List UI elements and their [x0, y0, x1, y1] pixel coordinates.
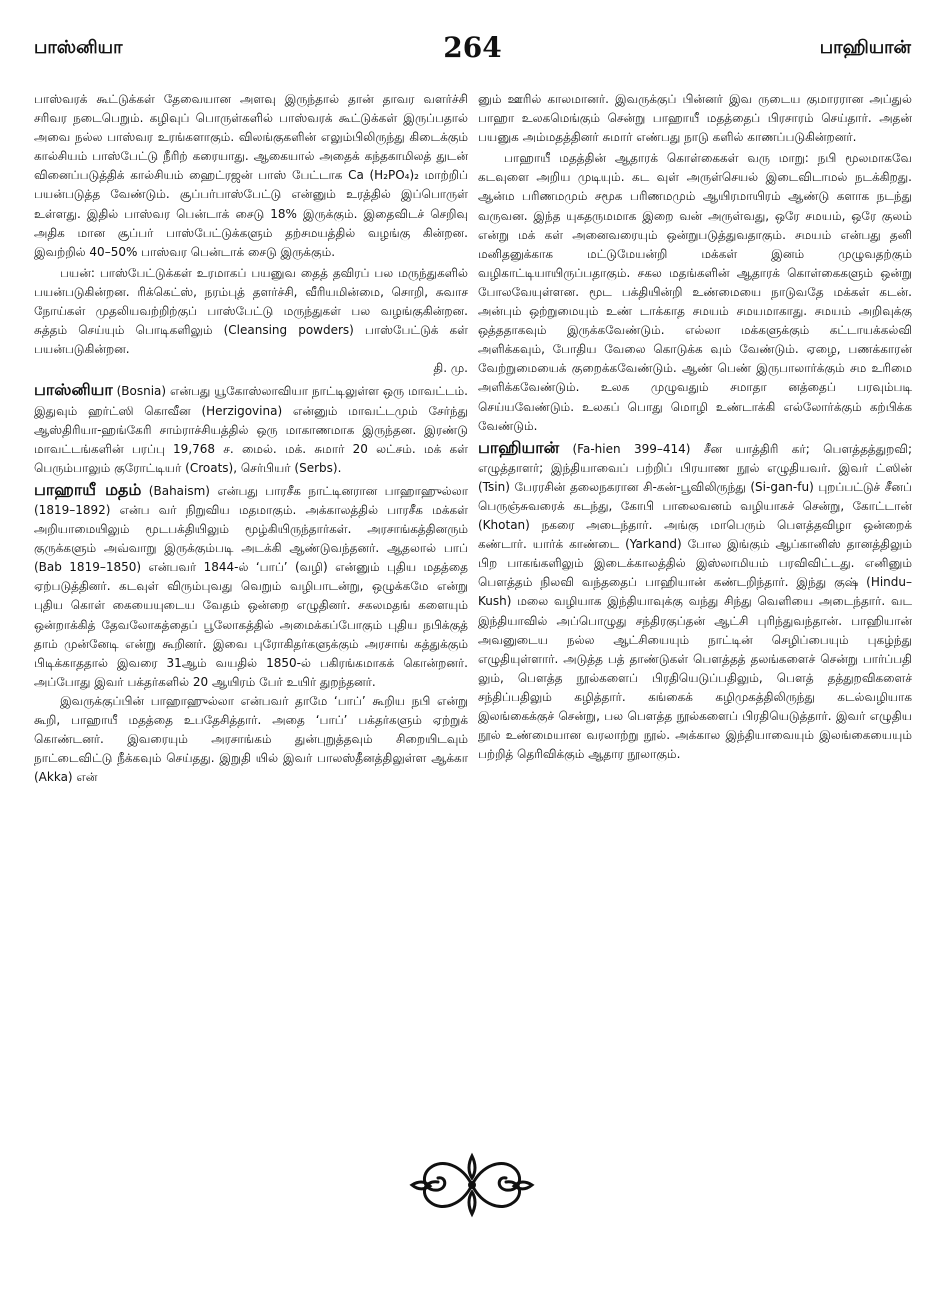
bahaullah-paragraph: இவருக்குப்பின் பாஹாஹுல்லா என்பவர் தாமே ‘பாப்’ கூறிய நபி என்று கூறி, பாஹாயீ மதத்தை உபதேசித்தார். அதை ‘பாப்’ பக்தர்களும் ஏற்றுக் கொண்டனர். இவரையும் அரசாங்கம் துன்புறுத்தவும் சிறையிடவும் நாட்டைவிட்டு நீக்கவும் செய்தது. இறுதி யில் இவர் பாலஸ்தீனத்திலுள்ள ஆக்கா (Akka) என்: [34, 693, 468, 785]
entry-text-bosnia: (Bosnia) என்பது யூகோஸ்லாவியா நாட்டிலுள்ள ஒரு மாவட்டம். இதுவும் ஹர்ட்ஸி கொவீன (Herzigovina) என்னும் மாவட்டமும் சேர்ந்து ஆஸ்திரியா-ஹங்கேரி சாம்ராச்சியத்தில் ஒரு மாகாணமாக இருந்தன. இரண்டு மாவட்டங்களின் பரப்பு 19,768 ச. மைல். மக். சுமார் 20 லட்சம். மக் கள் பெரும்பாலும் குரோட்டியர் (Croats), செர்பியர் (Serbs).: [34, 384, 468, 475]
entry-bahaism: [34, 480, 468, 692]
entry-heading-bahaism: பாஹாயீ மதம்: [34, 479, 142, 499]
header-right-title: பாஹியான்: [819, 37, 911, 58]
bahai-principles-paragraph: பாஹாயீ மதத்தின் ஆதாரக் கொள்கைகள் வரு மாறு: நபி மூலமாகவே கடவுளை அறிய முடியும். கட வுள் அருள்செயல் இடைவிடாமல் நடக்கிறது. ஆன்ம பரிணமமும் சமூக பரிணமமும் ஆயிரமாயிரம் ஆண்டு களாக நடந்து வருவன. இந்த யுகதருமமாக இறை வன் அருள்வது, ஒரே சமயம், ஒரே குலம் என்று மக் கள் அனைவரையும் ஒன்றுபடுத்துவதாகும். சமயம் என்பது தனி மனிதனுக்காக மட்டுமேயன்றி மக்கள் இனம் முழுவதற்கும் வழிகாட்டியாயிருப்பதாகும். சகல மதங்களின் ஆதாரக் கொள்கைகளும் ஒன்று போலவேயுள்ளன. மூட பக்தியின்றி உண்மையை நாடுவதே மக்கள் கடன். அன்பும் ஒற்றுமையும் உண் டாக்காத சமயம் சமயமாகாது. சமயம் அறிவுக்கு ஒத்ததாகவும் இருக்கவேண்டும். எல்லா மக்களுக்கும் கட்டாயக்கல்வி அளிக்கவும், போதிய வேலை கொடுக்க வும் வேண்டும். ஏழை, பணக்காரன் வேற்றுமையைக் குறைக்கவேண்டும். ஆண் பெண் இருபாலார்க்கும் சம உரிமை அளிக்கவேண்டும். உலக முழுவதும் சமாதா னத்தைப் பரவும்படி செய்யவேண்டும். உலகப் பொது மொழி உண்டாக்கி எல்லோர்க்கும் கற்பிக்க வேண்டும்.: [478, 151, 912, 433]
header-left-title: பாஸ்னியா: [34, 37, 123, 58]
entry-bosnia: [34, 380, 468, 477]
entry-text-fahien: (Fa-hien 399–414) சீன யாத்திரி கர்; பௌத்தத்துறவி; எழுத்தாளர்; இந்தியாவைப் பற்றிப் பிரயாண நூல் எழுதியவர். இவர் ட்ஸின் (Tsin) பேரரசின் தலைநகரான சி-கன்-பூவிலிருந்து (Si-gan-fu) புறப்பட்டுச் சீனப் பெருஞ்சுவரைக் கடந்து, கோபி பாலைவனம் வழியாகச் சென்று, கோட்டான் (Khotan) நகரை அடைந்தார். அங்கு மாபெரும் பௌத்தவிழா ஒன்றைக் கண்டார். யார்க் காண்டை (Yarkand) போல இங்கும் ஆப்கானிஸ் தானத்திலும் பிற பாகங்களிலும் இடைக்காலத்தில் இஸ்லாமியம் பரவிவிட்டது. எனினும் பௌத்தம் நிலவி வந்ததைப் பாஹியான் கண்டறிந்தார். இந்து குஷ் (Hindu–Kush) மலை வழியாக இந்தியாவுக்கு வந்து சிந்து வெளியை அடைந்தார். வட இந்தியாவில் அப்பொழுது சந்திரகுப்தன் ஆட்சி புரிந்துவந்தான். பாஹியான் அவனுடைய நல்ல ஆட்சியையும் நாட்டின் செழிப்பையும் புகழ்ந்து எழுதியுள்ளார். அடுத்த பத் தாண்டுகள் பௌத்தத் தலங்களைச் சென்று பார்ப்பதி லும், பௌத்த நூல்களைப் பிரதியெடுப்பதிலும், பௌத் தத்துறவிகளைச் சந்திப்பதிலும் கழித்தார். கங்கைக் கழிமுகத்திலிருந்து கடல்வழியாக இலங்கைக்குச் சென்று, பல பௌத்த நூல்களைப் பிரதியெடுத்தார். இவர் எழுதிய நூல் உண்மையான வரலாற்று நூல். அக்கால இந்தியாவையும் இலங்கையையும் பற்றித் தெரிவிக்கும் ஆதார நூலாகும்.: [478, 441, 912, 762]
floral-ornament-icon: [402, 1150, 542, 1220]
entry-fahien: [478, 438, 912, 765]
entry-text-bahaism: (Bahaism) என்பது பாரசீக நாட்டினரான பாஹாஹுல்லா (1819–1892) என்ப வர் நிறுவிய மதமாகும். அக்காலத்தில் பாரசீக மக்கள் அறியாமையிலும் மூடபக்தியிலும் மூழ்கியிருந்தார்கள். அரசாங்கத்தினரும் குருக்களும் அவ்வாறு இருக்கும்படி அடக்கி ஆண்டுவந்தனர். ஆதலால் பாப் (Bab 1819–1850) என்பவர் 1844-ல் ‘பாப்’ (வழி) என்னும் புதிய மதத்தை ஏற்படுத்தினர். கடவுள் விரும்புவது வெறும் வழிபாடன்று, ஒழுக்கமே என்று புதிய கொள் கையையுடைய வேதம் ஒன்றை எழுதினர். சகலமதங் களையும் ஒன்றாக்கித் தேவலோகத்தைப் பூலோகத்தில் அமைக்கப்போகும் புதிய நபிக்குத் தாம் முன்னேடி என்று கூறினர். இவை புரோகிதர்களுக்கும் அரசாங் கத்துக்கும் பிடிக்காததால் இவரை 31ஆம் வயதில் 1850-ல் பகிரங்கமாகக் கொன்றனர். அப்போது இவர் பக்தர்களில் 20 ஆயிரம் பேர் உயிர் துறந்தனர்.: [34, 483, 468, 689]
running-head: [34, 32, 911, 64]
entry-heading-fahien: பாஹியான்: [478, 437, 560, 457]
author-initials: தி. மு.: [433, 361, 468, 376]
text-columns: [34, 90, 912, 1080]
left-column: [34, 90, 468, 1080]
phosphate-paragraph: பாஸ்வரக் கூட்டுக்கள் தேவையான அளவு இருந்தால் தான் தாவர வளர்ச்சி சரிவர நடைபெறும். கழிவுப் பொருள்களில் பாஸ்வரக் கூட்டுக்கள் இருப்பதால் அவை நல்ல பாஸ்வர உரங்களாகும். விலங்குகளின் எலும்பிலிருந்து கிடைக்கும் கால்சியம் பாஸ்பேட்டு நீரிற் கரையாது. ஆகையால் அதைக் கந்தகாமிலத் துடன் வினைப்படுத்திக் கால்சியம் ஹைட்ரஜன் பாஸ் பேட்டாக Ca (H₂PO₄)₂ மாற்றிப் பயன்படுத்த வேண்டும். சூப்பர்பாஸ்பேட்டு என்னும் உரத்தில் இப்பொருள் உள்ளது. இதில் பாஸ்வர பென்டாக் சைடு 18% இருக்கும். இதைவிடச் செறிவு அதிக மான சூப்பர் பாஸ்பேட்டுக்களும் தற்சமயத்தில் வழங்கு கின்றன. இவற்றில் 40–50% பாஸ்வர பென்டாக் சைடு இருக்கும்.: [34, 92, 468, 259]
right-column: [478, 90, 912, 1080]
page-number: 264: [443, 31, 502, 64]
entry-heading-bosnia: பாஸ்னியா: [34, 380, 113, 400]
bahaism-continued-paragraph: னும் ஊரில் காலமானர். இவருக்குப் பின்னர் இவ ருடைய குமாரரான அப்துல் பாஹா உலகமெங்கும் சென்று பாஹாயீ மதத்தைப் பிரசாரம் செய்தார். அதன் பயனுக அம்மதத்தினர் சுமார் எண்பது நாடு களில் காணப்படுகின்றனர்.: [478, 92, 912, 145]
uses-paragraph: பயன்: பாஸ்பேட்டுக்கள் உரமாகப் பயனுவ தைத் தவிரப் பல மருந்துகளில் பயன்படுகின்றன. ரிக்கெட்ஸ், நரம்புத் தளர்ச்சி, வீரியமின்மை, சொறி, சுவாச நோய்கள் முதலியவற்றிற்குப் பாஸ்பேட்டு மருந்துகள் பல வழங்குகின்றன. சுத்தம் செய்யும் பொடிகளிலும் (Cleansing powders) பாஸ்பேட்டுக் கள் பயன்படுகின்றன.: [34, 265, 468, 357]
